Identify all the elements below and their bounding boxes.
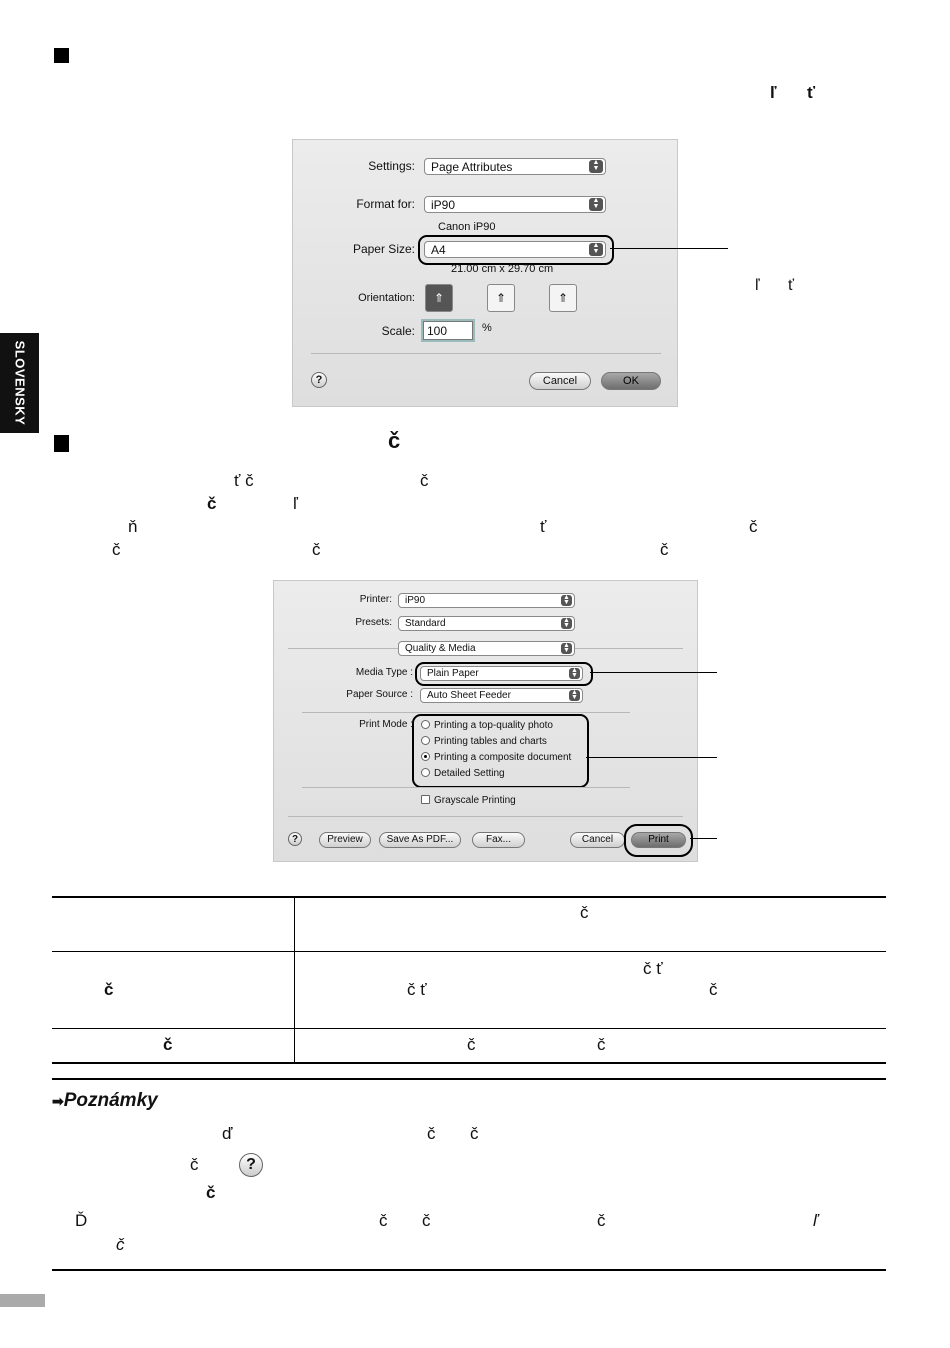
callout-glyph: ť (788, 277, 794, 294)
callout-leader (610, 248, 728, 249)
section-marker (54, 48, 69, 63)
presets-popup[interactable]: Standard ▲ ▼ (398, 616, 575, 631)
print-mode-label: Print Mode : (359, 719, 413, 730)
paper-size-callout (418, 235, 614, 265)
para-glyph: č (660, 540, 669, 559)
orientation-label: Orientation: (358, 292, 415, 304)
para-glyph: ť č (234, 471, 254, 490)
printer-popup[interactable]: iP90 ▲ ▼ (398, 593, 575, 608)
orientation-portrait-button[interactable]: ⇑ (425, 284, 453, 312)
chevron-updown-icon: ▲ ▼ (589, 160, 603, 173)
media-type-callout (415, 662, 593, 686)
settings-popup[interactable]: Page Attributes ▲ ▼ (424, 158, 606, 175)
chevron-updown-icon: ▲ ▼ (561, 643, 572, 654)
callout-glyph: ľ (755, 277, 760, 294)
media-type-label: Media Type : (355, 667, 413, 678)
note-glyph: č (206, 1183, 216, 1202)
mode-radio-photo[interactable]: Printing a top-quality photo (421, 720, 553, 731)
presets-label: Presets: (355, 617, 392, 628)
paper-source-label: Paper Source : (346, 689, 413, 700)
arrow-icon: ➡ (52, 1093, 64, 1109)
cancel-button[interactable]: Cancel (529, 372, 591, 390)
format-for-label: Format for: (356, 197, 415, 211)
para-glyph: č (312, 540, 321, 559)
settings-label: Settings: (368, 159, 415, 173)
chevron-updown-icon: ▲ ▼ (569, 668, 580, 679)
grayscale-checkbox[interactable]: Grayscale Printing (421, 795, 516, 806)
format-for-popup[interactable]: iP90 ▲ ▼ (424, 196, 606, 213)
paper-size-label: Paper Size: (352, 242, 415, 256)
preview-button[interactable]: Preview (319, 832, 371, 848)
note-glyph: č (470, 1124, 479, 1143)
chevron-updown-icon: ▲ ▼ (589, 198, 603, 211)
paper-size-popup[interactable]: A4 ▲ ▼ (424, 241, 606, 258)
language-side-tab: SLOVENSKY (0, 333, 39, 433)
para-glyph: č (207, 494, 217, 513)
separator (288, 816, 683, 817)
table-divider (294, 897, 295, 1063)
chevron-updown-icon: ▲ ▼ (589, 243, 603, 256)
help-icon: ? (239, 1153, 263, 1177)
para-glyph: č (112, 540, 121, 559)
save-as-pdf-button[interactable]: Save As PDF... (379, 832, 461, 848)
note-glyph: č (116, 1235, 125, 1254)
table-cell: č (709, 980, 718, 999)
print-button[interactable]: Print (631, 832, 686, 848)
callout-leader (586, 757, 717, 758)
table-cell: č (467, 1035, 476, 1054)
print-button-callout (624, 824, 693, 857)
media-type-popup[interactable]: Plain Paper ▲ ▼ (420, 666, 583, 681)
paper-source-popup[interactable]: Auto Sheet Feeder ▲ ▼ (420, 688, 583, 703)
orientation-reverse-landscape-button[interactable]: ⇑ (549, 284, 577, 312)
orientation-landscape-button[interactable]: ⇑ (487, 284, 515, 312)
format-description: Canon iP90 (438, 221, 496, 233)
scale-label: Scale: (381, 324, 415, 338)
note-glyph: č (190, 1155, 199, 1174)
chevron-updown-icon: ▲ ▼ (569, 690, 580, 701)
para-glyph: č (420, 471, 429, 490)
mode-radio-detailed[interactable]: Detailed Setting (421, 768, 505, 779)
paper-size-description: 21.00 cm x 29.70 cm (451, 263, 554, 275)
note-glyph: č (422, 1211, 431, 1230)
fax-button[interactable]: Fax... (472, 832, 525, 848)
table-cell: č (163, 1035, 173, 1054)
help-icon[interactable]: ? (311, 372, 327, 388)
para-glyph: ľ (293, 494, 298, 513)
separator (302, 787, 630, 788)
table-cell: č (580, 903, 589, 922)
page-setup-dialog (292, 139, 678, 407)
printer-label: Printer: (359, 594, 392, 605)
cancel-button[interactable]: Cancel (570, 832, 625, 848)
panel-popup[interactable]: Quality & Media ▲ ▼ (398, 641, 575, 656)
table-cell: č (597, 1035, 606, 1054)
chevron-updown-icon: ▲ ▼ (561, 618, 572, 629)
table-cell: č ť (407, 980, 427, 999)
mode-radio-composite[interactable]: Printing a composite document (421, 752, 571, 763)
table-rule (52, 896, 886, 898)
note-glyph: ď (222, 1124, 233, 1143)
notes-rule (52, 1078, 886, 1080)
callout-leader (590, 672, 717, 673)
table-cell: č (104, 980, 114, 999)
chevron-updown-icon: ▲ ▼ (561, 595, 572, 606)
scale-input[interactable]: 100 (423, 321, 473, 340)
para-glyph: č (749, 517, 758, 536)
table-cell: č ť (643, 959, 663, 978)
note-glyph: č (379, 1211, 388, 1230)
separator (302, 712, 630, 713)
section-marker (54, 435, 69, 452)
notes-rule (52, 1269, 886, 1271)
notes-title: ➡Poznámky (52, 1090, 158, 1111)
separator (311, 353, 661, 354)
glyph: ľ (770, 83, 777, 102)
note-glyph: č (427, 1124, 436, 1143)
glyph: ť (807, 83, 816, 102)
table-rule (52, 1028, 886, 1029)
note-glyph: č (597, 1211, 606, 1230)
note-glyph: Ď (75, 1211, 88, 1230)
scale-unit: % (482, 322, 492, 334)
heading-glyph: č (388, 428, 401, 453)
table-rule (52, 1062, 886, 1064)
page-tab (0, 1294, 45, 1307)
ok-button[interactable]: OK (601, 372, 661, 390)
para-glyph: ť (540, 517, 547, 536)
mode-radio-tables[interactable]: Printing tables and charts (421, 736, 547, 747)
table-rule (52, 951, 886, 952)
help-icon[interactable]: ? (288, 832, 302, 846)
print-dialog (273, 580, 698, 862)
note-glyph: ľ (813, 1211, 818, 1230)
para-glyph: ň (128, 517, 138, 536)
callout-leader (690, 838, 717, 839)
